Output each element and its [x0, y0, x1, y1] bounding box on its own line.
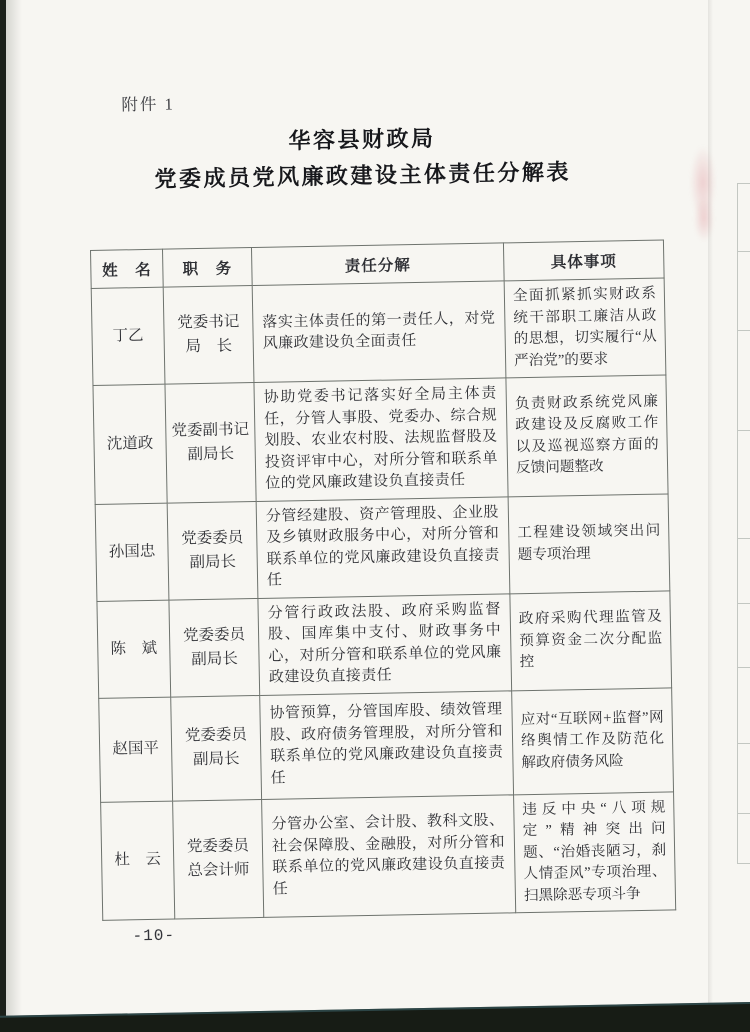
position-cell: 党委书记 局 长	[163, 286, 254, 385]
title-table-name: 党委成员党风廉政建设主体责任分解表	[154, 159, 572, 192]
duty-cell: 协管预算，分管国库股、绩效管理股、政府债务管理股，对所分管和联系单位的党风廉政建设负直接责任	[260, 690, 514, 799]
item-cell: 政府采购代理监管及预算资金二次分配监控	[510, 590, 672, 690]
paper-left-shading	[6, 0, 22, 1032]
name-cell: 杜 云	[101, 801, 175, 921]
item-cell: 应对“互联网+监督”网络舆情工作及防范化解政府债务风险	[512, 687, 674, 794]
header-duty: 责任分解	[251, 243, 504, 286]
header-item: 具体事项	[503, 240, 664, 281]
item-cell: 违反中央“八项规定”精神突出问题、“治婚丧陋习，刹人情歪风”专项治理、扫黑除恶专项斗争	[514, 791, 676, 912]
position-cell: 党委委员 总会计师	[173, 799, 264, 919]
position-cell: 党委委员 副局长	[171, 695, 262, 801]
table-row	[91, 278, 666, 385]
header-name: 姓 名	[91, 249, 164, 288]
name-cell: 赵国平	[99, 697, 173, 802]
document-title	[38, 116, 687, 200]
position-cell: 党委委员 副局长	[169, 598, 260, 697]
table-row	[93, 375, 668, 504]
position-cell: 党委副书记 副局长	[165, 383, 256, 503]
table-row	[99, 687, 674, 801]
responsibility-table	[90, 239, 676, 920]
table-row	[97, 590, 672, 697]
attachment-label: 附件 1	[121, 94, 175, 115]
name-cell: 孙国忠	[95, 503, 169, 601]
duty-cell: 协助党委书记落实好全局主体责任，分管人事股、党委办、综合规划股、农业农村股、法规监督股及投资评审中心，对所分管和联系单位的党风廉政建设负直接责任	[254, 378, 508, 501]
duty-cell: 分管办公室、会计股、教科文股、社会保障股、金融股，对所分管和联系单位的党风廉政建设负直接责任	[262, 794, 516, 917]
duty-cell: 落实主体责任的第一责任人，对党风廉政建设负全面责任	[252, 281, 506, 383]
name-cell: 丁乙	[91, 287, 165, 385]
table-row	[95, 493, 670, 600]
header-position: 职 务	[162, 248, 252, 288]
name-cell: 陈 斌	[97, 600, 171, 698]
duty-cell: 分管行政政法股、政府采购监督股、国库集中支付、财政事务中心，对所分管和联系单位的党风廉政建设负直接责任	[258, 593, 512, 695]
item-cell: 工程建设领域突出问题专项治理	[508, 493, 670, 593]
page-number: -10-	[132, 926, 176, 946]
position-cell: 党委委员 副局长	[167, 501, 258, 600]
title-org-name: 华容县财政局	[288, 125, 436, 154]
name-cell: 沈道政	[93, 384, 167, 504]
item-cell: 全面抓紧抓实财政系统干部职工廉洁从政的思想，切实履行“从严治党”的要求	[504, 278, 666, 378]
scan-edge-left	[0, 0, 6, 1032]
duty-cell: 分管经建股、资产管理股、企业股及乡镇财政服务中心，对所分管和联系单位的党风廉政建设负直接责任	[256, 496, 510, 598]
table-row	[101, 791, 676, 920]
item-cell: 负责财政系统党风廉政建设及反腐败工作以及巡视巡察方面的反馈问题整改	[506, 375, 668, 496]
